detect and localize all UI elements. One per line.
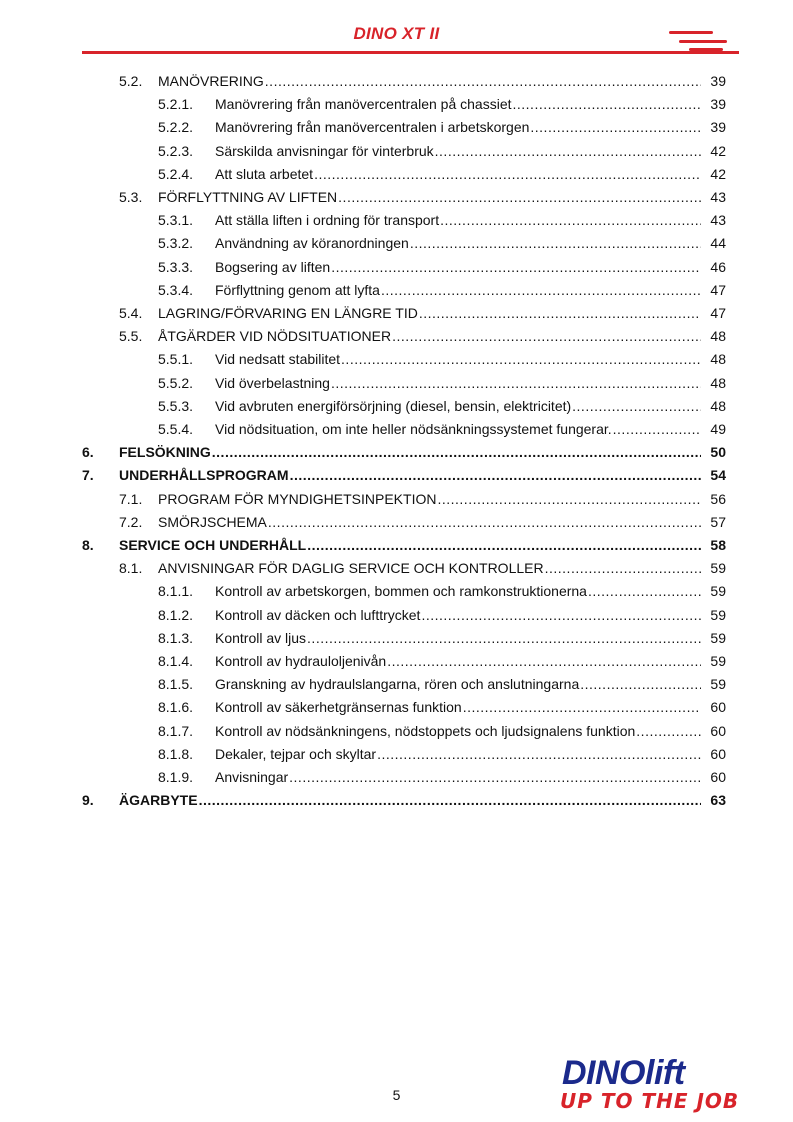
toc-entry[interactable] xyxy=(0,789,793,811)
toc-entry-page: 59 xyxy=(710,629,726,646)
toc-entry-title: Bogsering av liften xyxy=(215,258,331,275)
toc-entry-title: Att sluta arbetet xyxy=(215,165,314,182)
toc-dot-leader xyxy=(545,557,701,579)
toc-entry[interactable] xyxy=(0,209,793,231)
toc-entry-number: 8.1.5. xyxy=(158,676,194,693)
toc-entry-number: 8.1.4. xyxy=(158,653,194,669)
toc-entry[interactable] xyxy=(0,580,793,602)
toc-entry-number: 8.1.8. xyxy=(158,745,194,762)
toc-dot-leader xyxy=(377,743,701,765)
toc-entry-title: Kontroll av säkerhetgränsernas funktion xyxy=(215,699,462,716)
toc-entry-number: 5.3.3. xyxy=(158,258,194,275)
toc-entry-page: 47 xyxy=(710,305,726,321)
toc-entry-number: 7.1. xyxy=(119,490,143,507)
toc-entry-title: Förflyttning genom att lyfta xyxy=(215,281,380,298)
page-number: 5 xyxy=(392,1087,401,1103)
toc-entry-title: Kontroll av ljus xyxy=(215,629,307,646)
toc-entry-number: 5.5.2. xyxy=(158,374,194,391)
toc-entry-number: 8.1.3. xyxy=(158,629,194,646)
toc-entry[interactable] xyxy=(0,302,793,324)
toc-entry[interactable] xyxy=(0,627,793,649)
toc-entry-title: UNDERHÅLLSPROGRAM xyxy=(119,467,289,484)
toc-entry-title: Särskilda anvisningar för vinterbruk xyxy=(215,142,434,159)
toc-entry[interactable] xyxy=(0,604,793,626)
toc-entry[interactable] xyxy=(0,511,793,533)
toc-dot-leader xyxy=(463,696,701,718)
toc-entry-title: MANÖVRERING xyxy=(158,73,264,89)
toc-entry-title: Att ställa liften i ordning för transport xyxy=(215,212,440,229)
toc-entry-title: Dekaler, tejpar och skyltar xyxy=(215,745,377,762)
toc-entry-page: 54 xyxy=(710,467,726,484)
toc-entry-number: 7. xyxy=(82,467,94,484)
toc-entry-number: 8.1.6. xyxy=(158,699,194,716)
toc-dot-leader xyxy=(588,580,701,602)
toc-entry-page: 39 xyxy=(710,119,726,136)
toc-entry-page: 59 xyxy=(710,606,726,623)
toc-entry[interactable] xyxy=(0,140,793,162)
toc-dot-leader xyxy=(440,209,701,231)
toc-dot-leader xyxy=(392,325,701,347)
toc-entry-title: Kontroll av nödsänkningens, nödstoppets och ljudsignalens funktion xyxy=(215,722,636,739)
toc-entry-title: FELSÖKNING xyxy=(119,444,211,461)
toc-entry-number: 5.2.4. xyxy=(158,165,194,182)
toc-entry[interactable] xyxy=(0,163,793,185)
toc-entry-title: Vid avbruten energiförsörjning (diesel, bensin, elektricitet) xyxy=(215,397,572,414)
toc-entry-page: 48 xyxy=(710,351,726,368)
toc-entry-title: Anvisningar xyxy=(215,769,289,785)
toc-dot-leader xyxy=(331,256,701,278)
toc-dot-leader xyxy=(314,163,701,185)
toc-entry-title: Kontroll av hydrauloljenivån xyxy=(215,653,387,669)
toc-entry[interactable] xyxy=(0,348,793,370)
toc-entry-title: Granskning av hydraulslangarna, rören och anslutningarna xyxy=(215,676,580,693)
toc-entry-page: 49 xyxy=(710,421,726,437)
toc-entry-page: 59 xyxy=(710,560,726,577)
toc-entry-title: Manövrering från manövercentralen i arbetskorgen xyxy=(215,119,530,136)
toc-entry-number: 7.2. xyxy=(119,513,143,530)
toc-entry-page: 43 xyxy=(710,189,726,205)
toc-entry-title: Kontroll av arbetskorgen, bommen och ramkonstruktionerna xyxy=(215,583,587,600)
toc-entry-number: 8.1.1. xyxy=(158,583,194,600)
toc-entry-number: 5.2.2. xyxy=(158,119,194,136)
toc-dot-leader xyxy=(419,302,701,324)
toc-dot-leader xyxy=(636,720,701,742)
toc-entry[interactable] xyxy=(0,673,793,695)
toc-dot-leader xyxy=(307,534,701,556)
toc-entry[interactable] xyxy=(0,186,793,208)
toc-entry-page: 50 xyxy=(710,444,726,461)
logo-tagline: UP TO THE JOB xyxy=(560,1089,740,1113)
toc-entry-page: 48 xyxy=(710,328,726,345)
toc-dot-leader xyxy=(572,395,701,417)
toc-entry-title: FÖRFLYTTNING AV LIFTEN xyxy=(158,189,338,205)
toc-dot-leader xyxy=(513,93,702,115)
toc-dot-leader xyxy=(613,418,701,440)
toc-entry[interactable] xyxy=(0,557,793,579)
toc-entry-title: PROGRAM FÖR MYNDIGHETSINPEKTION xyxy=(158,490,437,507)
toc-entry-title: Manövrering från manövercentralen på chassiet xyxy=(215,96,512,113)
toc-entry-page: 42 xyxy=(710,165,726,182)
toc-entry-title: Användning av köranordningen xyxy=(215,235,409,252)
toc-entry[interactable] xyxy=(0,256,793,278)
toc-entry-number: 5.5. xyxy=(119,328,143,345)
toc-entry[interactable] xyxy=(0,372,793,394)
toc-dot-leader xyxy=(289,766,701,788)
toc-entry-title: ÅTGÄRDER VID NÖDSITUATIONER xyxy=(158,328,392,345)
toc-entry[interactable] xyxy=(0,325,793,347)
toc-entry-page: 42 xyxy=(710,142,726,159)
toc-entry-number: 5.3.1. xyxy=(158,212,194,229)
toc-entry[interactable] xyxy=(0,696,793,718)
toc-entry[interactable] xyxy=(0,488,793,510)
toc-entry-number: 5.3. xyxy=(119,189,143,205)
toc-dot-leader xyxy=(530,116,701,138)
toc-entry-page: 59 xyxy=(710,653,726,669)
toc-entry[interactable] xyxy=(0,766,793,788)
toc-entry[interactable] xyxy=(0,93,793,115)
toc-entry-page: 59 xyxy=(710,676,726,693)
toc-entry-title: ÄGARBYTE xyxy=(119,792,198,809)
toc-entry-number: 5.5.3. xyxy=(158,397,194,414)
toc-entry-page: 60 xyxy=(710,769,726,785)
toc-entry[interactable] xyxy=(0,418,793,440)
toc-entry-page: 59 xyxy=(710,583,726,600)
toc-entry-number: 5.3.4. xyxy=(158,281,194,298)
header-stripes-icon xyxy=(667,27,729,51)
toc-entry[interactable] xyxy=(0,116,793,138)
toc-dot-leader xyxy=(381,279,701,301)
toc-entry[interactable] xyxy=(0,743,793,765)
toc-entry[interactable] xyxy=(0,279,793,301)
toc-entry-number: 8.1.7. xyxy=(158,722,194,739)
toc-dot-leader xyxy=(435,140,701,162)
toc-dot-leader xyxy=(290,464,701,486)
toc-entry-number: 8.1. xyxy=(119,560,143,577)
toc-dot-leader xyxy=(341,348,701,370)
toc-dot-leader xyxy=(387,650,701,672)
toc-entry-page: 48 xyxy=(710,374,726,391)
toc-entry-page: 60 xyxy=(710,699,726,716)
toc-entry-number: 5.4. xyxy=(119,305,143,321)
toc-dot-leader xyxy=(437,488,701,510)
toc-entry-number: 9. xyxy=(82,792,94,809)
toc-entry[interactable] xyxy=(0,464,793,486)
toc-entry-page: 47 xyxy=(710,281,726,298)
toc-entry-title: Vid nödsituation, om inte heller nödsänkningssystemet fungerar. xyxy=(215,421,612,437)
toc-dot-leader xyxy=(212,441,701,463)
toc-dot-leader xyxy=(338,186,701,208)
toc-entry-title: ANVISNINGAR FÖR DAGLIG SERVICE OCH KONTROLLER xyxy=(158,560,544,577)
toc-entry-number: 5.5.1. xyxy=(158,351,194,368)
toc-entry[interactable] xyxy=(0,720,793,742)
toc-entry-title: Kontroll av däcken och lufttrycket xyxy=(215,606,421,623)
toc-entry-page: 48 xyxy=(710,397,726,414)
dinolift-logo xyxy=(558,1054,740,1114)
toc-entry-number: 6. xyxy=(82,444,94,461)
toc-entry[interactable] xyxy=(0,650,793,672)
toc-entry-page: 57 xyxy=(710,513,726,530)
toc-entry-page: 63 xyxy=(710,792,726,809)
toc-dot-leader xyxy=(199,789,701,811)
header-divider xyxy=(82,51,739,54)
toc-entry-title: SMÖRJSCHEMA xyxy=(158,513,267,530)
toc-entry[interactable] xyxy=(0,395,793,417)
toc-entry-number: 5.5.4. xyxy=(158,421,194,437)
logo-wordmark: DINOlift xyxy=(562,1054,685,1092)
toc-entry-page: 46 xyxy=(710,258,726,275)
toc-entry-page: 43 xyxy=(710,212,726,229)
toc-entry-title: Vid nedsatt stabilitet xyxy=(215,351,341,368)
toc-entry[interactable] xyxy=(0,70,793,92)
toc-entry-page: 56 xyxy=(710,490,726,507)
toc-entry-page: 39 xyxy=(710,96,726,113)
toc-dot-leader xyxy=(421,604,701,626)
toc-entry-page: 44 xyxy=(710,235,726,252)
toc-dot-leader xyxy=(410,232,701,254)
toc-entry-number: 5.2.1. xyxy=(158,96,194,113)
toc-entry-number: 5.3.2. xyxy=(158,235,194,252)
toc-entry-title: Vid överbelastning xyxy=(215,374,330,391)
toc-entry[interactable] xyxy=(0,441,793,463)
toc-dot-leader xyxy=(580,673,701,695)
toc-entry[interactable] xyxy=(0,232,793,254)
toc-entry-number: 5.2. xyxy=(119,73,143,89)
toc-dot-leader xyxy=(268,511,701,533)
toc-entry-number: 8.1.9. xyxy=(158,769,194,785)
toc-entry[interactable] xyxy=(0,534,793,556)
toc-dot-leader xyxy=(265,70,701,92)
toc-entry-number: 8.1.2. xyxy=(158,606,194,623)
toc-entry-number: 8. xyxy=(82,537,94,553)
toc-entry-title: SERVICE OCH UNDERHÅLL xyxy=(119,537,307,553)
toc-entry-page: 39 xyxy=(710,73,726,89)
toc-entry-page: 60 xyxy=(710,745,726,762)
toc-entry-number: 5.2.3. xyxy=(158,142,194,159)
toc-entry-page: 60 xyxy=(710,722,726,739)
toc-entry-title: LAGRING/FÖRVARING EN LÄNGRE TID xyxy=(158,305,418,321)
toc-dot-leader xyxy=(307,627,701,649)
toc-dot-leader xyxy=(331,372,701,394)
toc-entry-page: 58 xyxy=(710,537,726,553)
document-title: DINO XT II xyxy=(353,24,440,43)
